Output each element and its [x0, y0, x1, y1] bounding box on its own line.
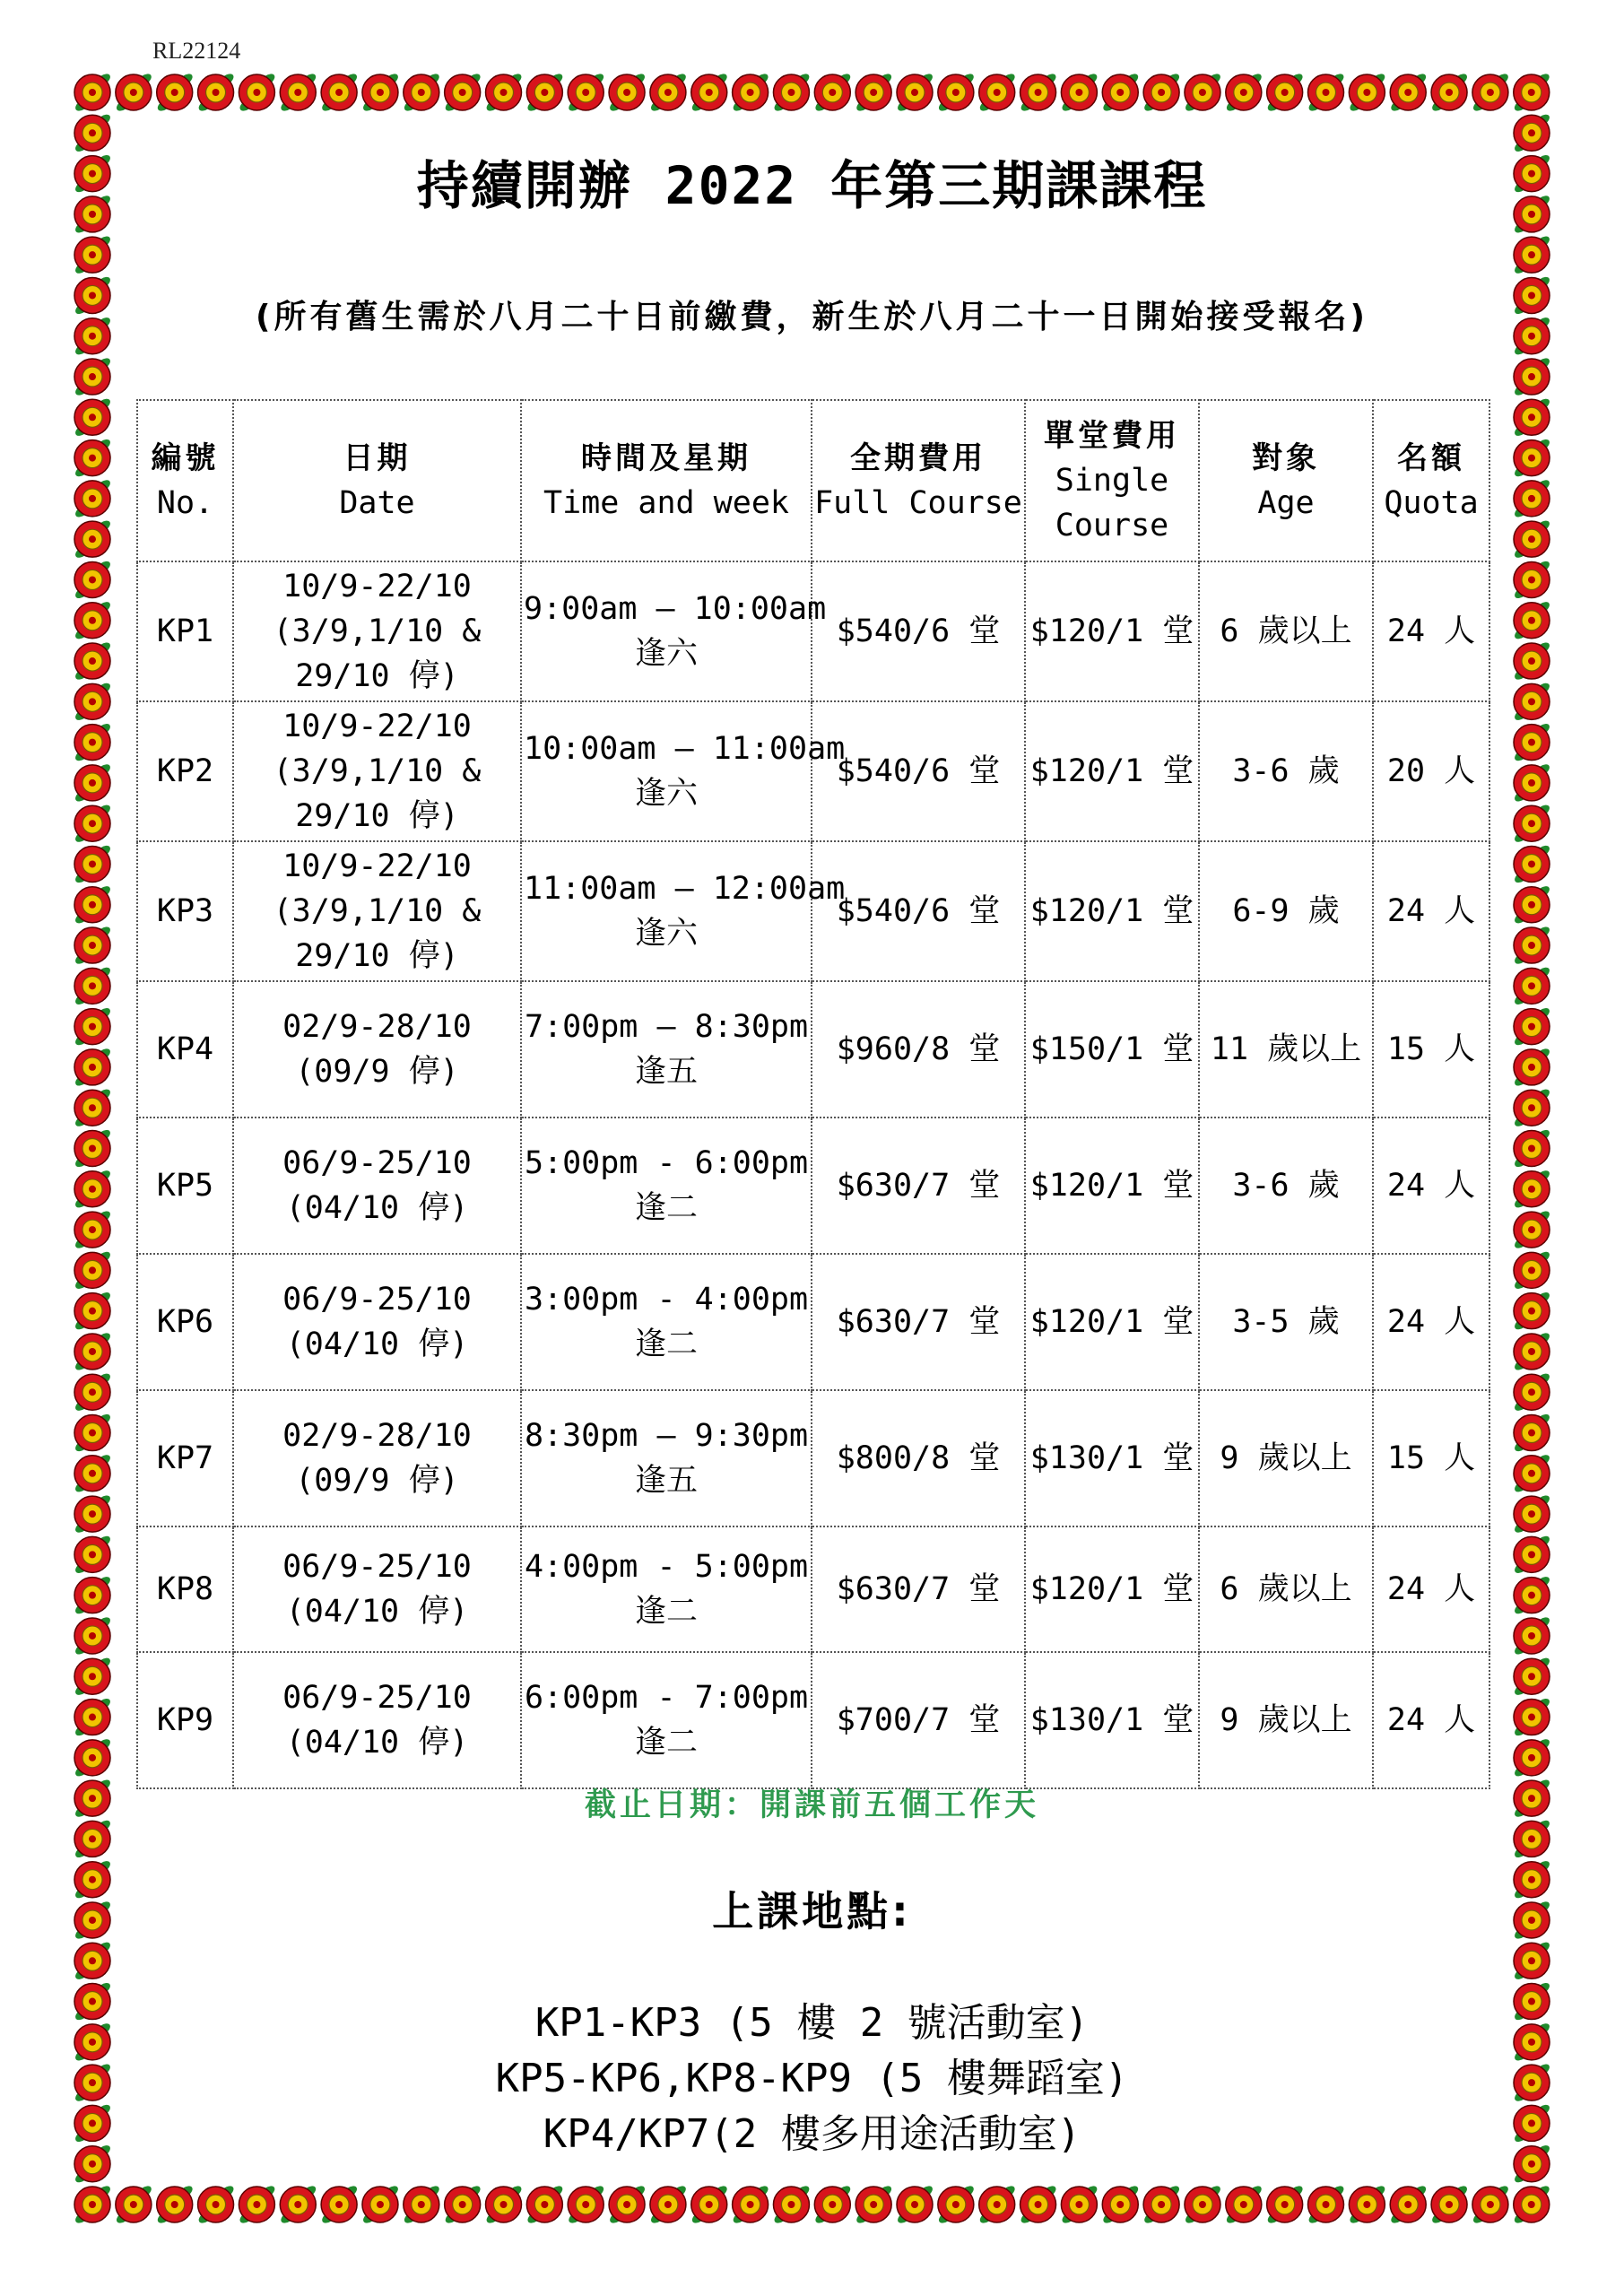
course-date: 06/9-25/10 (04/10 停)	[233, 1118, 521, 1254]
course-age: 11 歲以上	[1199, 981, 1373, 1118]
course-time: 9:00am – 10:00am 逢六	[521, 561, 812, 701]
red-flower-icon	[567, 2184, 605, 2226]
table-row	[137, 1526, 1489, 1652]
red-flower-icon	[1513, 396, 1551, 439]
red-flower-icon	[1513, 356, 1551, 398]
red-flower-icon	[320, 72, 359, 114]
red-flower-icon	[74, 843, 112, 885]
location-title: 上課地點:	[712, 1887, 912, 1935]
red-flower-icon	[1513, 72, 1551, 114]
red-flower-icon	[74, 965, 112, 1007]
red-flower-icon	[772, 72, 811, 114]
course-quota: 15 人	[1373, 1390, 1489, 1526]
red-flower-icon	[937, 2184, 976, 2226]
red-flower-icon	[74, 640, 112, 683]
red-flower-icon	[813, 72, 852, 114]
red-flower-icon	[813, 2184, 852, 2226]
course-full-fee: $630/7 堂	[812, 1526, 1025, 1652]
course-number: KP8	[137, 1526, 233, 1652]
red-flower-icon	[1430, 2184, 1469, 2226]
red-flower-icon	[74, 356, 112, 398]
red-flower-icon	[1225, 2184, 1264, 2226]
red-flower-icon	[74, 478, 112, 520]
red-flower-icon	[74, 925, 112, 967]
red-flower-icon	[1430, 72, 1469, 114]
course-single-fee: $130/1 堂	[1025, 1390, 1199, 1526]
red-flower-icon	[74, 1737, 112, 1779]
course-full-fee: $540/6 堂	[812, 561, 1025, 701]
red-flower-icon	[74, 1412, 112, 1454]
red-flower-icon	[855, 2184, 893, 2226]
red-flower-icon	[74, 72, 112, 114]
red-flower-icon	[1513, 1127, 1551, 1170]
red-flower-icon	[649, 72, 688, 114]
red-flower-icon	[1513, 965, 1551, 1007]
red-flower-icon	[1513, 1493, 1551, 1535]
course-date: 02/9-28/10 (09/9 停)	[233, 1390, 521, 1526]
table-row	[137, 1254, 1489, 1390]
red-flower-icon	[1513, 1534, 1551, 1576]
course-time: 7:00pm – 8:30pm 逢五	[521, 981, 812, 1118]
red-flower-icon	[525, 72, 564, 114]
course-age: 3-6 歲	[1199, 1118, 1373, 1254]
red-flower-icon	[1513, 1615, 1551, 1657]
red-flower-icon	[1389, 72, 1428, 114]
red-flower-icon	[1513, 1696, 1551, 1738]
red-flower-icon	[1513, 1209, 1551, 1251]
course-age: 3-5 歲	[1199, 1254, 1373, 1390]
course-quota: 20 人	[1373, 701, 1489, 841]
course-number: KP1	[137, 561, 233, 701]
course-quota: 24 人	[1373, 841, 1489, 981]
red-flower-icon	[1513, 803, 1551, 845]
course-full-fee: $800/8 堂	[812, 1390, 1025, 1526]
red-flower-icon	[1513, 721, 1551, 763]
red-flower-icon	[279, 2184, 317, 2226]
red-flower-icon	[649, 2184, 688, 2226]
course-date: 02/9-28/10 (09/9 停)	[233, 981, 521, 1118]
red-flower-icon	[196, 72, 235, 114]
course-number: KP3	[137, 841, 233, 981]
red-flower-icon	[1060, 2184, 1099, 2226]
course-time: 10:00am – 11:00am 逢六	[521, 701, 812, 841]
header-single-course: 單堂費用 Single Course	[1025, 400, 1199, 561]
course-date: 06/9-25/10 (04/10 停)	[233, 1526, 521, 1652]
red-flower-icon	[361, 2184, 400, 2226]
red-flower-icon	[403, 2184, 441, 2226]
red-flower-icon	[1513, 1249, 1551, 1292]
red-flower-icon	[1265, 72, 1304, 114]
red-flower-icon	[1513, 518, 1551, 561]
table-header-row	[137, 400, 1489, 561]
table-row	[137, 1118, 1489, 1254]
red-flower-icon	[1513, 1453, 1551, 1495]
course-single-fee: $120/1 堂	[1025, 1118, 1199, 1254]
red-flower-icon	[1348, 72, 1386, 114]
red-flower-icon	[155, 72, 194, 114]
course-single-fee: $120/1 堂	[1025, 841, 1199, 981]
red-flower-icon	[1019, 2184, 1057, 2226]
red-flower-icon	[74, 1127, 112, 1170]
course-age: 9 歲以上	[1199, 1652, 1373, 1788]
red-flower-icon	[1513, 884, 1551, 926]
course-time: 4:00pm - 5:00pm 逢二	[521, 1526, 812, 1652]
red-flower-icon	[731, 72, 769, 114]
red-flower-icon	[1142, 2184, 1181, 2226]
red-flower-icon	[74, 518, 112, 561]
red-flower-icon	[1513, 559, 1551, 601]
location-list	[0, 1996, 1624, 2162]
red-flower-icon	[1513, 2184, 1551, 2226]
course-quota: 15 人	[1373, 981, 1489, 1118]
red-flower-icon	[855, 72, 893, 114]
red-flower-icon	[74, 721, 112, 763]
red-flower-icon	[1513, 234, 1551, 276]
red-flower-icon	[74, 1371, 112, 1413]
red-flower-icon	[608, 72, 647, 114]
red-flower-icon	[196, 2184, 235, 2226]
red-flower-icon	[74, 1249, 112, 1292]
table-row	[137, 841, 1489, 981]
course-date: 06/9-25/10 (04/10 停)	[233, 1652, 521, 1788]
red-flower-icon	[690, 72, 729, 114]
course-time: 8:30pm – 9:30pm 逢五	[521, 1390, 812, 1526]
red-flower-icon	[1389, 2184, 1428, 2226]
reference-code: RL22124	[152, 38, 241, 64]
red-flower-icon	[1513, 1169, 1551, 1211]
red-flower-icon	[1101, 2184, 1140, 2226]
location-line: KP5-KP6,KP8-KP9 (5 樓舞蹈室)	[495, 2056, 1129, 2101]
red-flower-icon	[1060, 72, 1099, 114]
course-number: KP2	[137, 701, 233, 841]
red-flower-icon	[361, 72, 400, 114]
course-time: 11:00am – 12:00am 逢六	[521, 841, 812, 981]
red-flower-icon	[74, 1047, 112, 1089]
red-flower-icon	[567, 72, 605, 114]
red-flower-icon	[74, 1169, 112, 1211]
red-flower-icon	[74, 1534, 112, 1576]
header-age: 對象 Age	[1199, 400, 1373, 561]
header-time: 時間及星期 Time and week	[521, 400, 812, 561]
red-flower-icon	[74, 1087, 112, 1129]
red-flower-icon	[484, 72, 523, 114]
red-flower-icon	[74, 1656, 112, 1698]
course-schedule-table	[136, 399, 1490, 1789]
course-number: KP4	[137, 981, 233, 1118]
red-flower-icon	[896, 72, 934, 114]
red-flower-icon	[1513, 1940, 1551, 1982]
red-flower-icon	[155, 2184, 194, 2226]
red-flower-icon	[1513, 1047, 1551, 1089]
red-flower-icon	[74, 1453, 112, 1495]
red-flower-icon	[74, 559, 112, 601]
red-flower-icon	[977, 72, 1016, 114]
red-flower-icon	[937, 72, 976, 114]
red-flower-icon	[115, 2184, 153, 2226]
header-date: 日期 Date	[233, 400, 521, 561]
course-single-fee: $120/1 堂	[1025, 1526, 1199, 1652]
red-flower-icon	[1513, 1412, 1551, 1454]
red-flower-icon	[74, 1615, 112, 1657]
red-flower-icon	[74, 437, 112, 479]
course-single-fee: $120/1 堂	[1025, 1254, 1199, 1390]
course-number: KP9	[137, 1652, 233, 1788]
course-quota: 24 人	[1373, 1118, 1489, 1254]
red-flower-icon	[1513, 478, 1551, 520]
location-line: KP4/KP7(2 樓多用途活動室)	[543, 2111, 1081, 2157]
location-line: KP1-KP3 (5 樓 2 號活動室)	[534, 2000, 1090, 2046]
course-single-fee: $150/1 堂	[1025, 981, 1199, 1118]
header-no: 編號 No.	[137, 400, 233, 561]
course-time: 6:00pm - 7:00pm 逢二	[521, 1652, 812, 1788]
course-number: KP6	[137, 1254, 233, 1390]
red-flower-icon	[74, 681, 112, 723]
course-age: 6 歲以上	[1199, 561, 1373, 701]
red-flower-icon	[1307, 2184, 1345, 2226]
course-single-fee: $120/1 堂	[1025, 561, 1199, 701]
red-flower-icon	[74, 762, 112, 804]
course-age: 6-9 歲	[1199, 841, 1373, 981]
red-flower-icon	[403, 72, 441, 114]
red-flower-icon	[1307, 72, 1345, 114]
red-flower-icon	[1265, 2184, 1304, 2226]
red-flower-icon	[690, 2184, 729, 2226]
page-title: 持續開辦 2022 年第三期課課程	[416, 155, 1208, 216]
course-date: 10/9-22/10 (3/9,1/10 & 29/10 停)	[233, 701, 521, 841]
red-flower-icon	[320, 2184, 359, 2226]
registration-note: (所有舊生需於八月二十日前繳費，新生於八月二十一日開始接受報名)	[256, 299, 1368, 335]
course-age: 6 歲以上	[1199, 1526, 1373, 1652]
course-full-fee: $540/6 堂	[812, 701, 1025, 841]
course-full-fee: $960/8 堂	[812, 981, 1025, 1118]
course-single-fee: $120/1 堂	[1025, 701, 1199, 841]
red-flower-icon	[1513, 599, 1551, 641]
red-flower-icon	[74, 884, 112, 926]
red-flower-icon	[1513, 640, 1551, 683]
red-flower-icon	[74, 599, 112, 641]
red-flower-icon	[1513, 1005, 1551, 1048]
red-flower-icon	[484, 2184, 523, 2226]
course-date: 06/9-25/10 (04/10 停)	[233, 1254, 521, 1390]
red-flower-icon	[74, 1331, 112, 1373]
course-single-fee: $130/1 堂	[1025, 1652, 1199, 1788]
course-age: 3-6 歲	[1199, 701, 1373, 841]
course-number: KP7	[137, 1390, 233, 1526]
red-flower-icon	[1348, 2184, 1386, 2226]
course-full-fee: $630/7 堂	[812, 1254, 1025, 1390]
course-quota: 24 人	[1373, 1526, 1489, 1652]
red-flower-icon	[977, 2184, 1016, 2226]
red-flower-icon	[74, 1290, 112, 1332]
red-flower-icon	[1513, 1087, 1551, 1129]
red-flower-icon	[525, 2184, 564, 2226]
red-flower-icon	[1513, 1371, 1551, 1413]
red-flower-icon	[731, 2184, 769, 2226]
table-row	[137, 1652, 1489, 1788]
header-quota: 名額 Quota	[1373, 400, 1489, 561]
red-flower-icon	[772, 2184, 811, 2226]
course-date: 10/9-22/10 (3/9,1/10 & 29/10 停)	[233, 561, 521, 701]
course-time: 5:00pm - 6:00pm 逢二	[521, 1118, 812, 1254]
red-flower-icon	[279, 72, 317, 114]
red-flower-icon	[896, 2184, 934, 2226]
red-flower-icon	[74, 1209, 112, 1251]
red-flower-icon	[608, 2184, 647, 2226]
red-flower-icon	[238, 72, 276, 114]
red-flower-icon	[74, 1696, 112, 1738]
red-flower-icon	[238, 2184, 276, 2226]
red-flower-icon	[1472, 72, 1510, 114]
course-full-fee: $700/7 堂	[812, 1652, 1025, 1788]
course-quota: 24 人	[1373, 1254, 1489, 1390]
red-flower-icon	[115, 72, 153, 114]
red-flower-icon	[74, 1940, 112, 1982]
red-flower-icon	[1142, 72, 1181, 114]
deadline-note: 截止日期：開課前五個工作天	[584, 1787, 1039, 1823]
red-flower-icon	[443, 2184, 482, 2226]
red-flower-icon	[74, 1005, 112, 1048]
course-quota: 24 人	[1373, 1652, 1489, 1788]
course-number: KP5	[137, 1118, 233, 1254]
table-row	[137, 1390, 1489, 1526]
red-flower-icon	[1513, 681, 1551, 723]
red-flower-icon	[1513, 1574, 1551, 1616]
red-flower-icon	[1225, 72, 1264, 114]
course-full-fee: $540/6 堂	[812, 841, 1025, 981]
course-date: 10/9-22/10 (3/9,1/10 & 29/10 停)	[233, 841, 521, 981]
red-flower-icon	[1472, 2184, 1510, 2226]
red-flower-icon	[1513, 925, 1551, 967]
header-full-course: 全期費用 Full Course	[812, 400, 1025, 561]
red-flower-icon	[1184, 2184, 1222, 2226]
red-flower-icon	[74, 1574, 112, 1616]
red-flower-icon	[1513, 1290, 1551, 1332]
red-flower-icon	[1513, 1737, 1551, 1779]
table-row	[137, 561, 1489, 701]
red-flower-icon	[1019, 72, 1057, 114]
red-flower-icon	[1513, 437, 1551, 479]
red-flower-icon	[74, 1493, 112, 1535]
course-time: 3:00pm - 4:00pm 逢二	[521, 1254, 812, 1390]
red-flower-icon	[74, 2184, 112, 2226]
course-age: 9 歲以上	[1199, 1390, 1373, 1526]
table-row	[137, 981, 1489, 1118]
red-flower-icon	[1513, 843, 1551, 885]
red-flower-icon	[1101, 72, 1140, 114]
red-flower-icon	[1513, 1656, 1551, 1698]
red-flower-icon	[1513, 762, 1551, 804]
course-quota: 24 人	[1373, 561, 1489, 701]
red-flower-icon	[1184, 72, 1222, 114]
table-row	[137, 701, 1489, 841]
red-flower-icon	[74, 396, 112, 439]
red-flower-icon	[443, 72, 482, 114]
red-flower-icon	[74, 234, 112, 276]
course-full-fee: $630/7 堂	[812, 1118, 1025, 1254]
red-flower-icon	[74, 803, 112, 845]
red-flower-icon	[1513, 1331, 1551, 1373]
